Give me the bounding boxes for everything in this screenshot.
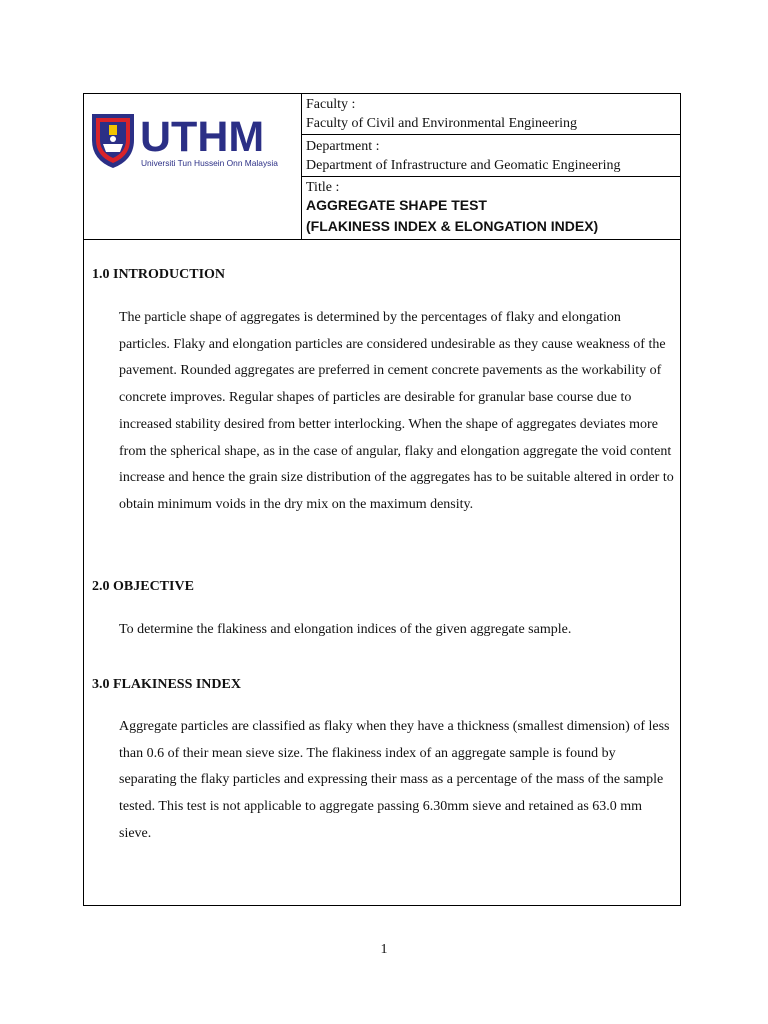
department-label: Department : [306, 139, 380, 154]
department-cell [302, 136, 680, 177]
faculty-value: Faculty of Civil and Environmental Engineering [306, 116, 577, 131]
department-value: Department of Infrastructure and Geomatic Engineering [306, 158, 621, 173]
flakiness-paragraph: Aggregate particles are classified as flaky when they have a thickness (smallest dimension) of less than 0.6 of their mean sieve size. The flakiness index of an aggregate sample is found by separating the flaky particles and expressing their mass as a percentage of the mass of the sample tested. This test is not applicable to aggregate passing 6.30mm sieve and retained as 63.0 mm sieve. [119, 719, 670, 841]
intro-heading: 1.0 INTRODUCTION [92, 267, 226, 282]
page-number: 1 [380, 942, 388, 957]
uthm-logo [90, 110, 296, 170]
flakiness-heading: 3.0 FLAKINESS INDEX [92, 677, 241, 692]
objective-heading: 2.0 OBJECTIVE [92, 579, 194, 594]
header-table [84, 94, 680, 240]
title-line-1: AGGREGATE SHAPE TEST [306, 197, 487, 213]
faculty-cell [302, 94, 680, 135]
faculty-label: Faculty : [306, 97, 356, 112]
title-label: Title : [306, 180, 340, 195]
document-frame [83, 93, 681, 906]
logo-cell [84, 94, 302, 239]
intro-paragraph: The particle shape of aggregates is determined by the percentages of flaky and elongation particles. Flaky and elongation particles are considered undesirable as they cause weakness of the pavement. Rounded aggregates are preferred in cement concrete pavements as the workability of concrete improves. Regular shapes of particles are desirable for granular base course due to increased stability desired from better interlocking. When the shape of aggregates deviates more from the spherical shape, as in the case of angular, flaky and elongation aggregate the void content increase and hence the grain size distribution of the aggregates has to be suitable altered in order to obtain minimum voids in the dry mix on the maximum density. [119, 310, 674, 512]
objective-paragraph: To determine the flakiness and elongation indices of the given aggregate sample. [119, 622, 572, 637]
logo-wordmark: UTHM [140, 113, 265, 161]
title-cell [302, 178, 680, 239]
title-line-2: (FLAKINESS INDEX & ELONGATION INDEX) [306, 218, 599, 234]
logo-subtitle: Universiti Tun Hussein Onn Malaysia [141, 158, 278, 168]
crest-icon [92, 114, 134, 168]
